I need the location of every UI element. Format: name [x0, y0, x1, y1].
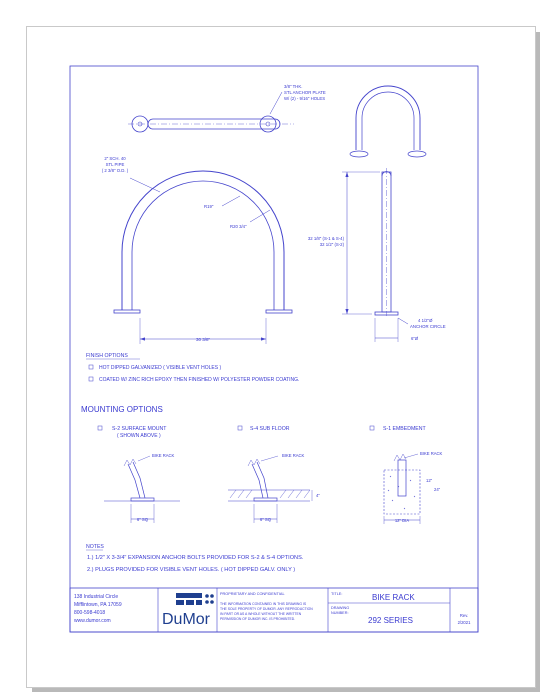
proprietary-line-3: IN PART OR AS A WHOLE WITHOUT THE WRITTEN: [220, 612, 302, 616]
mounting-options: [81, 405, 443, 524]
proprietary-title: PROPRIETARY AND CONFIDENTIAL: [220, 592, 285, 596]
finish-checkbox-2[interactable]: [89, 377, 93, 381]
note-1: 1.) 1/2" X 3-3/4" EXPANSION ANCHOR BOLTS PROVIDED FOR S-2 & S-4 OPTIONS.: [87, 555, 304, 561]
iso-hoop-inner: [362, 92, 414, 150]
s2-leader: [138, 456, 150, 461]
pipe-callout-1: 2" SCH. 40: [104, 156, 126, 161]
address-line-3: 800-598-4018: [74, 610, 106, 616]
s4-pipe: [252, 462, 268, 498]
logo-block-3: [196, 600, 202, 605]
anchor-leader: [398, 318, 408, 324]
plate-callout-3: W/ (2) - 9/16" HOLES: [284, 96, 326, 101]
pipe-callout-3: ( 2 3/8" O.D. ): [101, 168, 129, 173]
s2-detail: [104, 453, 180, 523]
anchor-callout-1: 4 1/2"Ø: [418, 318, 433, 323]
drawing-label-1: DRAWING: [331, 606, 350, 610]
iso-plate-right: [408, 151, 426, 157]
s1-dim-label: 12" DIA: [394, 518, 410, 523]
pipe-leader: [130, 178, 160, 192]
notes-heading: NOTES: [86, 544, 104, 550]
logo-dot-1: [205, 594, 209, 598]
s4-label: S-4 SUB FLOOR: [250, 426, 290, 432]
iso-plate-left: [350, 151, 368, 157]
drawing-value: 292 SERIES: [368, 616, 413, 625]
s1-label: S-1 EMBEDMENT: [383, 426, 426, 432]
iso-hoop-outer: [356, 86, 420, 150]
width-dim-label: 30 3/8": [195, 337, 211, 342]
s1-embed-label-2: 24": [434, 487, 441, 492]
s1-pipe: [398, 460, 406, 496]
side-view: [308, 168, 446, 342]
finish-heading: FINISH OPTIONS: [86, 353, 128, 359]
logo-block-1: [176, 600, 184, 605]
radius-outer-label: R20 3/4": [230, 224, 247, 229]
radius-inner-label: R19": [204, 204, 214, 209]
finish-checkbox-1[interactable]: [89, 365, 93, 369]
proprietary-line-4: PERMISSION OF DUMOR INC. IS PROHIBITED.: [220, 617, 296, 621]
s2-pipe: [128, 462, 145, 498]
finish-options: [86, 353, 299, 383]
s1-concrete: [384, 470, 420, 514]
s4-checkbox[interactable]: [238, 426, 242, 430]
s2-sub: ( SHOWN ABOVE ): [117, 433, 161, 439]
note-2: 2.) PLUGS PROVIDED FOR VISIBLE VENT HOLES. ( HOT DIPPED GALV. ONLY ): [87, 567, 296, 573]
hoop-outer: [122, 171, 284, 310]
s4-plate: [254, 498, 277, 501]
base-dim-label: 6"Ø: [411, 336, 419, 341]
title-block: [70, 588, 478, 632]
s1-aggregate: [388, 476, 415, 509]
s2-bike-rack-label: BIKE RACK: [152, 453, 175, 458]
mounting-heading: MOUNTING OPTIONS: [81, 405, 163, 414]
s4-floor: [228, 490, 310, 498]
s2-label: S-2 SURFACE MOUNT: [112, 426, 167, 432]
address-line-4: www.dumor.com: [74, 618, 111, 624]
notes: [86, 544, 304, 573]
title-value: BIKE RACK: [372, 593, 415, 602]
s1-embed-label-1: 12": [426, 478, 433, 483]
anchor-callout-2: ANCHOR CIRCLE: [410, 324, 446, 329]
rev-label: Rev.: [459, 613, 469, 618]
logo-wordmark: DuMor: [162, 611, 211, 628]
address-line-2: Mifflintown, PA 17059: [74, 602, 122, 608]
proprietary-line-1: THE INFORMATION CONTAINED IN THIS DRAWING IS: [220, 602, 307, 606]
plate-leader: [270, 92, 282, 114]
s2-checkbox[interactable]: [98, 426, 102, 430]
s1-checkbox[interactable]: [370, 426, 374, 430]
address-line-1: 138 Industrial Circle: [74, 594, 119, 600]
hoop-inner: [132, 181, 274, 310]
rev-value: 2/2021: [457, 620, 471, 625]
logo-dot-2: [210, 594, 214, 598]
top-view: [128, 84, 326, 132]
s1-bike-rack-label: BIKE RACK: [420, 451, 443, 456]
height-dim-label-2: 32 1/2" (S-2): [319, 242, 344, 247]
radius-inner-leader: [222, 196, 240, 206]
plate-callout-2: STL ANCHOR PLATE: [284, 90, 326, 95]
title-label: TITLE:: [331, 592, 343, 596]
s4-bike-rack-label: BIKE RACK: [282, 453, 305, 458]
logo-block-2: [186, 600, 194, 605]
s4-leader: [261, 456, 278, 461]
s4-detail: [228, 453, 320, 523]
isometric-view: [350, 86, 426, 157]
s4-depth-label: 4": [316, 493, 320, 498]
s1-leader: [404, 454, 418, 458]
drawing-label-2: NUMBER:: [331, 611, 349, 615]
proprietary-line-2: THE SOLE PROPERTY OF DUMOR. ANY REPRODUCTION: [220, 607, 313, 611]
front-view: [102, 156, 292, 344]
plate-callout-1: 3/8" THK.: [284, 84, 303, 89]
s1-detail: [384, 451, 443, 524]
logo-dot-3: [205, 600, 209, 604]
logo-bar-top: [176, 593, 202, 598]
s4-floor-hatch: [230, 490, 310, 498]
base-plate-right: [266, 310, 292, 313]
s2-dim-label: 6" SQ: [136, 517, 149, 522]
logo-dot-4: [210, 600, 214, 604]
s2-plate: [131, 498, 154, 501]
base-plate-left: [114, 310, 140, 313]
height-dim-label-1: 32 1/8" (S-1 & S-4): [307, 236, 344, 241]
finish-option-2: COATED W/ ZINC RICH EPOXY THEN FINISHED W/ POLYESTER POWDER COATING.: [99, 377, 300, 383]
finish-option-1: HOT DIPPED GALVANIZED ( VISIBLE VENT HOLES ): [99, 365, 222, 371]
s4-dim-label: 6" SQ: [259, 517, 272, 522]
dumor-logo: [162, 593, 214, 628]
pipe-callout-2: STL PIPE: [105, 162, 125, 167]
